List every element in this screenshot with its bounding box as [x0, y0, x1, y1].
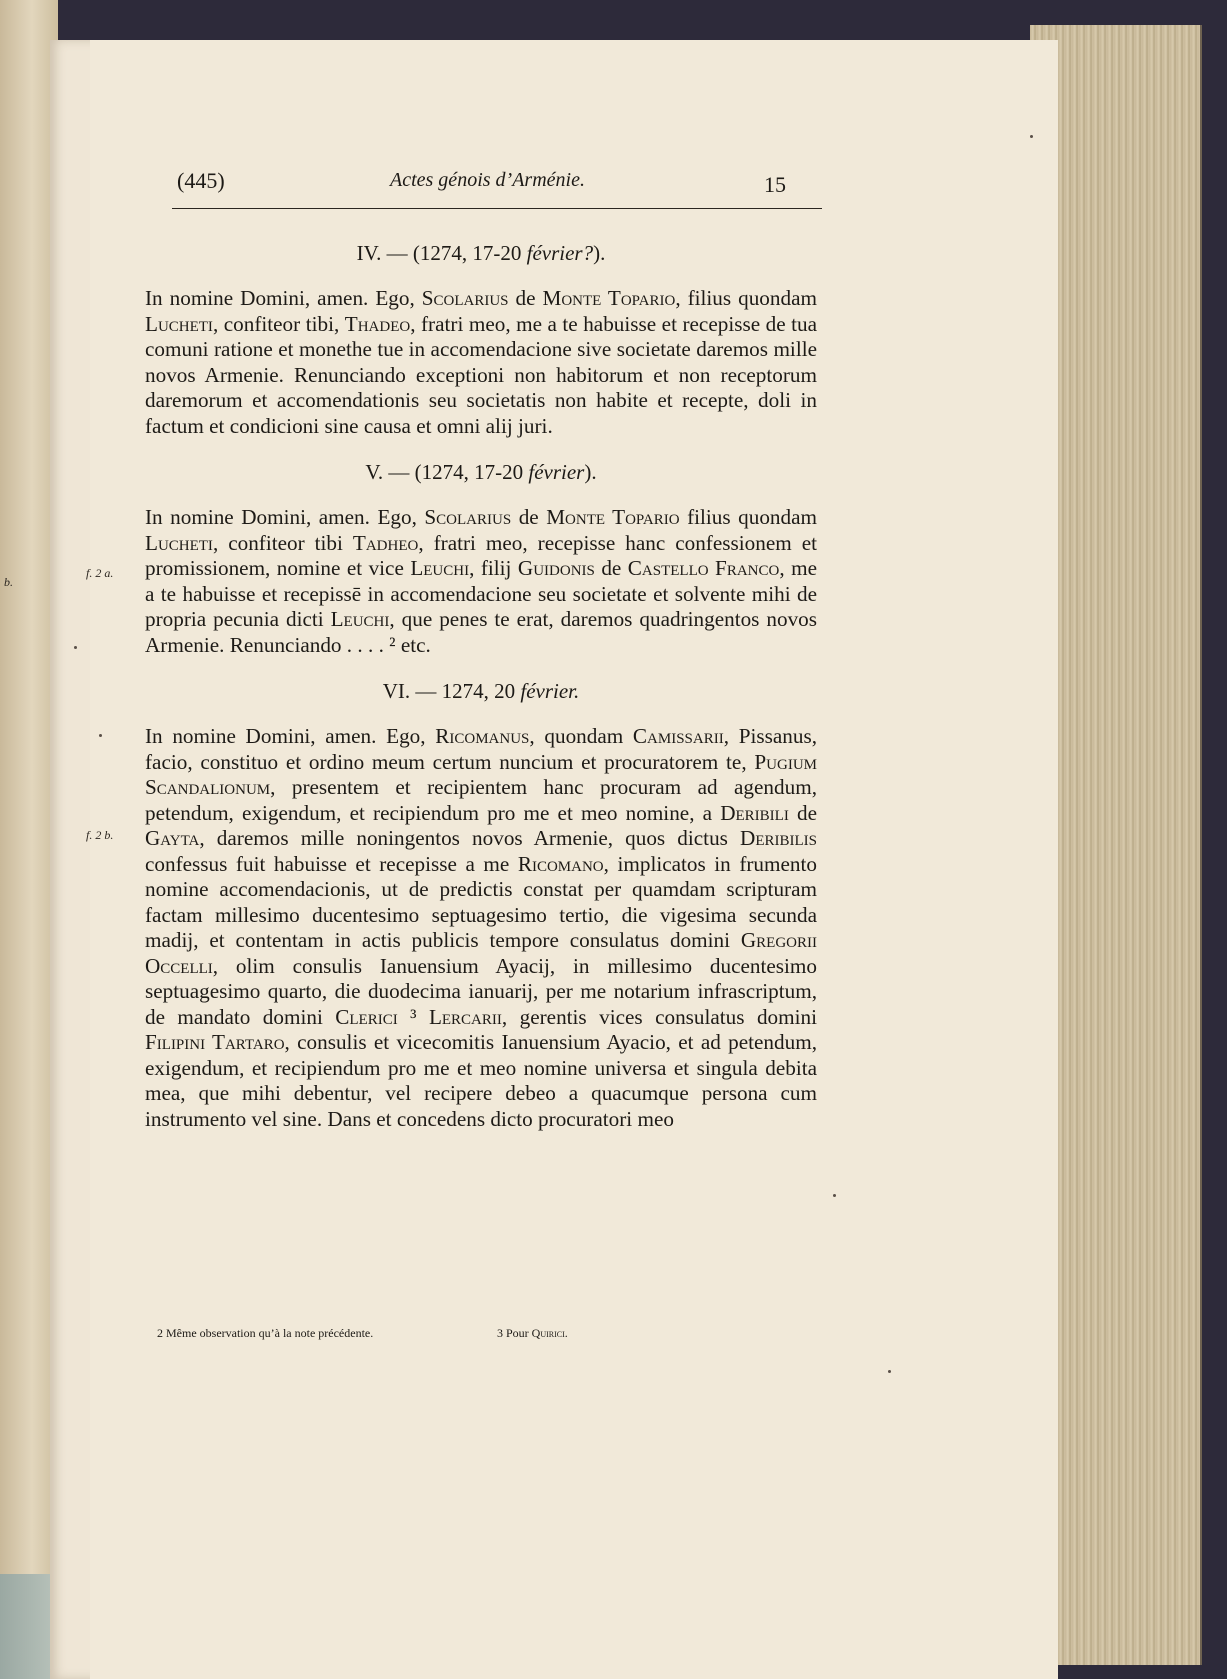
footnote-2: 2 Même observation qu’à la note précédente.	[157, 1326, 374, 1340]
footnote-3: 3 Pour Quirici.	[497, 1326, 568, 1340]
page-number-bracket: (445)	[177, 168, 225, 193]
paper-speck	[1030, 135, 1033, 138]
paper-speck	[74, 646, 77, 649]
page-content	[145, 238, 817, 1150]
margin-note-f2a: f. 2 a.	[86, 566, 114, 580]
deed-v-text: In nomine Domini, amen. Ego, Scolarius de Monte Topario filius quondam Lucheti, confiteor tibi Tadheo, fratri meo, recepisse hanc confessionem et promissionem, nomine et vice Leuchi, filij Guidonis de Castello Franco, me a te habuisse et recepissē in accomendacione seu societate et solvente mihi de propria pecunia dicti Leuchi, que penes te erat, daremos quadringentos novos Armenie. Renunciando . . . . ² etc.	[145, 505, 817, 657]
running-header	[172, 168, 822, 209]
deed-iv-text: In nomine Domini, amen. Ego, Scolarius de Monte Topario, filius quondam Lucheti, confiteor tibi, Thadeo, fratri meo, me a te habuisse et recepisse de tua comuni ratione et monethe tue in accomendacione sive societate daremos mille novos Armenie. Renunciando exceptioni non habitorum et non receptorum daremorum et accomendationis seu societatis non habite et recepte, doli in factum et condicioni sine causa et omni alij juri.	[145, 286, 817, 438]
margin-note-b: b.	[4, 575, 13, 589]
paper-speck	[99, 734, 102, 737]
paper-speck	[888, 1370, 891, 1373]
paper-speck	[833, 1194, 836, 1197]
margin-note-f2b: f. 2 b.	[86, 828, 114, 842]
section-heading-vi: VI. — 1274, 20 février.	[382, 679, 580, 703]
running-title: Actes génois d’Arménie.	[390, 169, 585, 191]
section-heading-v: V. — (1274, 17-20 février).	[365, 460, 597, 484]
section-heading-iv: IV. — (1274, 17-20 février?).	[356, 241, 606, 265]
page-number: 15	[764, 172, 786, 197]
deed-vi-text: In nomine Domini, amen. Ego, Ricomanus, quondam Camissarii, Pissanus, facio, constituo et ordino meum certum nuncium et procuratorem te, Pugium Scandalionum, presentem et recipientem hanc procuram ad agendum, petendum, exigendum, et recipiendum pro me et meo nomine, a Deribili de Gayta, daremos mille noningentos novos Armenie, quos dictus Deribilis confessus fuit habuisse et recepisse a me Ricomano, implicatos in frumento nomine accomendacionis, ut de predictis constat per quamdam scripturam factam millesimo ducentesimo septuagesimo tertio, die vigesima secunda madij, et contentam in actis publicis tempore consulatus domini Gregorii Occelli, olim consulis Ianuensium Ayacij, in millesimo ducentesimo septuagesimo quarto, die duodecima ianuarij, per me notarium infrascriptum, de mandato domini Clerici ³ Lercarii, gerentis vices consulatus domini Filipini Tartaro, consulis et vicecomitis Ianuensium Ayacio, et ad petendum, exigendum, et recipiendum pro me et meo nomine universa et singula debita mea, que mihi debentur, vel recipere debeo a quacumque persona cum instrumento vel sine. Dans et concedens dicto procuratori meo	[145, 724, 818, 1131]
